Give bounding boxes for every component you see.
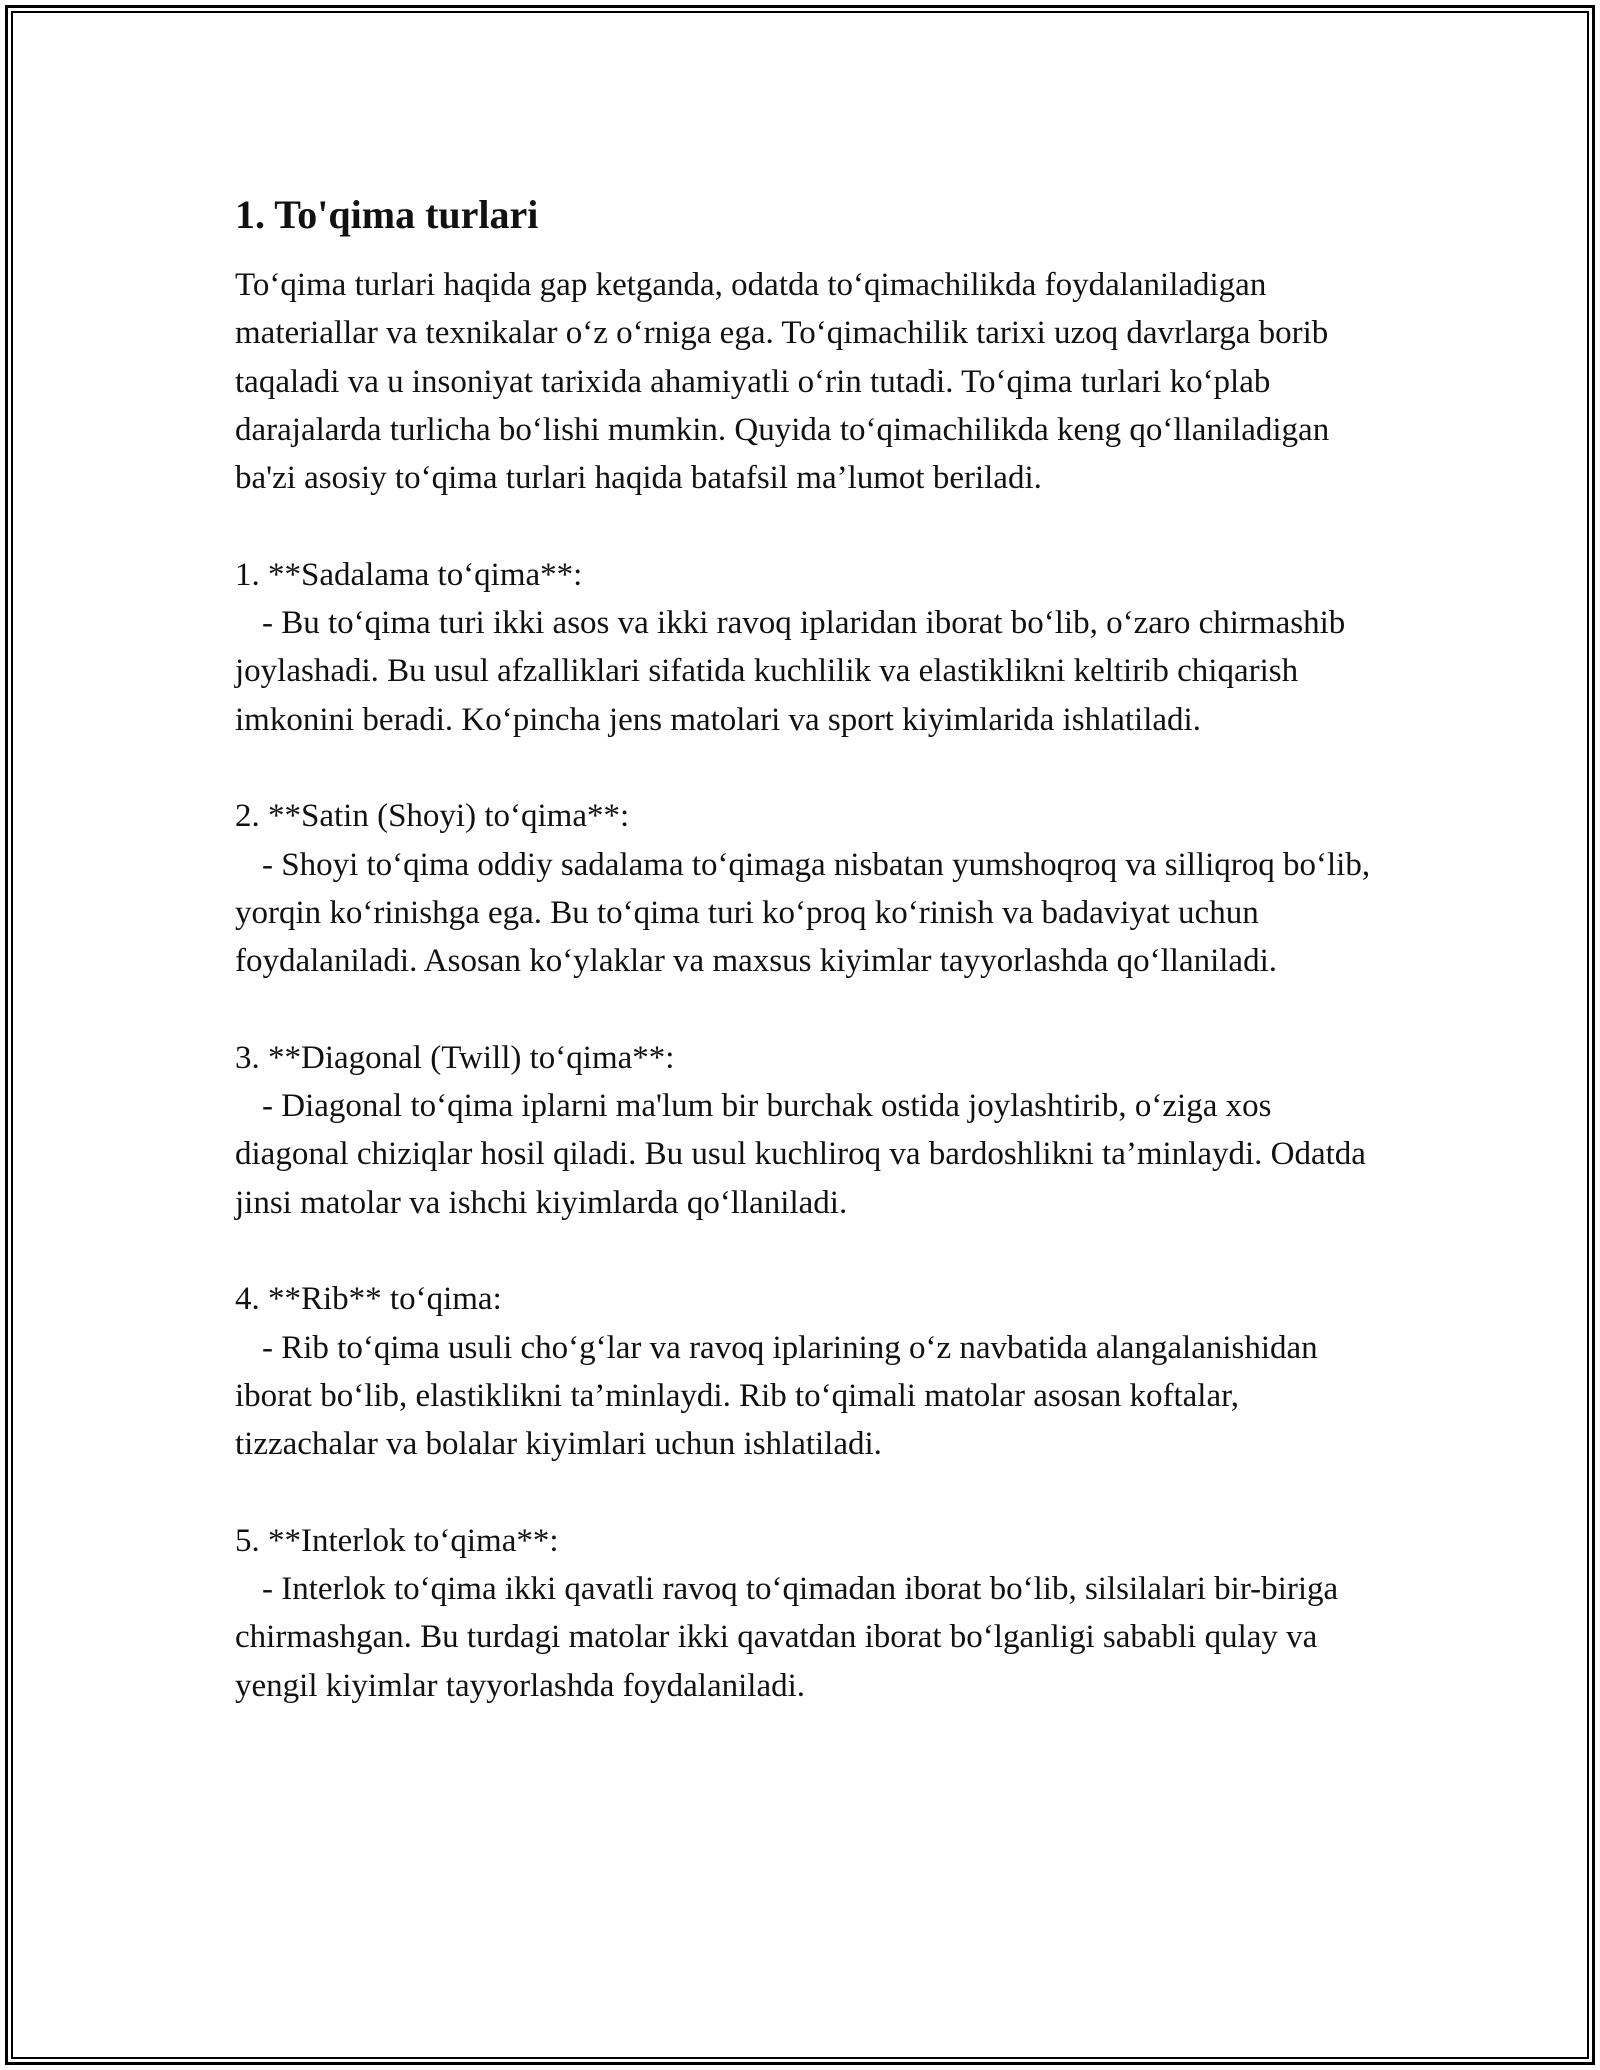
section-heading: 3. **Diagonal (Twill) to‘qima**: xyxy=(235,1039,675,1076)
document-title: 1. To'qima turlari xyxy=(235,192,539,237)
section-rib xyxy=(235,1275,1375,1468)
intro-paragraph: To‘qima turlari haqida gap ketganda, odatda to‘qimachilikda foydalaniladigan materiallar va texnikalar o‘z o‘rniga ega. To‘qimachilik tarixi uzoq davrlarga borib taqaladi va u insoniyat tarixida ahamiyatli o‘rin tutadi. To‘qima turlari ko‘plab darajalarda turlicha bo‘lishi mumkin. Quyida to‘qimachilikda keng qo‘llaniladigan ba'zi asosiy to‘qima turlari haqida batafsil ma’lumot beriladi. xyxy=(235,267,1330,497)
section-body: - Shoyi to‘qima oddiy sadalama to‘qimaga nisbatan yumshoqroq va silliqroq bo‘lib, yorqin ko‘rinishga ega. Bu to‘qima turi ko‘proq ko‘rinish va badaviyat uchun foydalaniladi. Asosan ko‘ylaklar va maxsus kiyimlar tayyorlashda qo‘llaniladi. xyxy=(235,846,1371,980)
section-sadalama xyxy=(235,551,1375,744)
section-diagonal xyxy=(235,1034,1375,1227)
section-satin xyxy=(235,792,1375,985)
section-heading: 1. **Sadalama to‘qima**: xyxy=(235,556,583,593)
document-content xyxy=(235,185,1375,1710)
section-body: - Bu to‘qima turi ikki asos va ikki ravoq iplaridan iborat bo‘lib, o‘zaro chirmashib joylashadi. Bu usul afzalliklari sifatida kuchlilik va elastiklikni keltirib chiqarish imkonini beradi. Ko‘pincha jens matolari va sport kiyimlarida ishlatiladi. xyxy=(235,605,1346,738)
section-interlok xyxy=(235,1517,1375,1710)
section-heading: 5. **Interlok to‘qima**: xyxy=(235,1522,559,1559)
section-heading: 2. **Satin (Shoyi) to‘qima**: xyxy=(235,798,630,835)
section-body: - Diagonal to‘qima iplarni ma'lum bir burchak ostida joylashtirib, o‘ziga xos diagonal chiziqlar hosil qiladi. Bu usul kuchliroq va bardoshlikni ta’minlaydi. Odatda jinsi matolar va ishchi kiyimlarda qo‘llaniladi. xyxy=(235,1088,1366,1221)
section-body: - Interlok to‘qima ikki qavatli ravoq to‘qimadan iborat bo‘lib, silsilalari bir-biriga chirmashgan. Bu turdagi matolar ikki qavatdan iborat bo‘lganligi sababli qulay va yengil kiyimlar tayyorlashda foydalaniladi. xyxy=(235,1571,1339,1704)
section-heading: 4. **Rib** to‘qima: xyxy=(235,1281,502,1318)
section-body: - Rib to‘qima usuli cho‘g‘lar va ravoq iplarining o‘z navbatida alangalanishidan iborat bo‘lib, elastiklikni ta’minlaydi. Rib to‘qimali matolar asosan koftalar, tizzachalar va bolalar kiyimlari uchun ishlatiladi. xyxy=(235,1329,1318,1463)
